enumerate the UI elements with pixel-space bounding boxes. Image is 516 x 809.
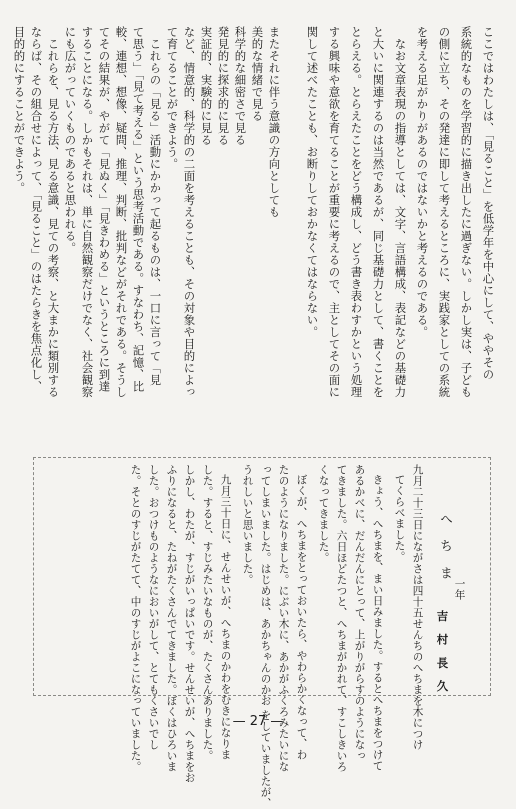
text-line: と大いに関連するのは当然であるが、同じ基礎力として、書くことを [371,26,386,398]
essay-line: た。そとのすじがたてて、中のすじがよこになっていました。 [129,464,142,772]
text-line: 科学的な細密さで見る [233,26,248,146]
essay-line: ってしまいました。はじめは、あかちゃんのかお をしていましたが、 [259,464,272,809]
text-line: ならば、その組合せによって、「見ること」のはたらきを焦点化し、 [29,26,44,393]
essay-line: たのようになりました。にぶい木に、あかがふくろみたいにな [277,464,290,772]
essay-title: へちま [437,512,452,593]
text-line: 系統的なものを学習的に描き出したに過ぎない。しかし実は、子ども [459,26,474,398]
page-number: — 27 — [232,714,284,729]
essay-line: うれしいと思いました。 [241,464,254,585]
essay-line: ふりになると、たねがたくさんでてきました。ぼくはひろいま [165,464,178,772]
text-line: て思う」「見て考える」という思考活動である。すなわち、記憶、比 [131,26,146,393]
text-line: これらの「見る」活動にかかって起るものは、一口に言って「見 [148,38,163,386]
text-line: これらを、見る方法、見る意識、見ての考察、と大まかに類別する [46,38,61,398]
essay-line: 九月三十日に、せんせいが、へちまのかわをむきになりま [219,474,232,760]
essay-line: した。すると、すじみたいなものが、たくさんありました。 [201,464,214,761]
essay-line: てくらべました。 [393,474,406,562]
text-line: とらえる。とらえたことをどう構成し、どう書き表わすかという処理 [349,26,364,398]
essay-grade: 一年 [453,578,466,600]
essay-author: 吉 村 長 久 [435,610,450,696]
text-line: 実証的、実験的に見る [199,26,214,146]
text-line: 美的な情緒で見る [250,26,265,122]
text-line: 発見的に探求的に見る [216,26,231,146]
essay-line: くなってきました。 [317,464,330,563]
essay-line: した。おつけものようなにおいがして、とてもくさいでし [147,464,160,750]
text-line: て育てることができよう。 [165,26,180,170]
text-line: てその結果が、やがて「見ぬく」「見きわめる」というところに到達 [97,26,112,393]
essay-line: きょう、へちまを、まい日みました。するとへちまをつけて [371,474,384,771]
essay-line: 九月二十三日にながさは四十五せんちのへちまを木につけ [411,464,424,750]
text-line: 関して述べたことも、お断りしておかなくてはならない。 [305,26,320,338]
text-line: を考える足がかりがあるのではないかと考えるのである。 [415,26,430,338]
essay-line: ぼくが、へちまをとっておいたら、やわらかくなって、わ [295,474,308,760]
text-line: にも広がっていくものであると思われる。 [63,26,78,254]
text-line: する興味や意欲を育てることが重要に考えるので、主としてその面に [327,26,342,398]
text-line: またそれに伴う意識の方向としても [267,26,282,218]
text-line: など、情意的、科学的の二面を考えることも、その対象や目的によっ [182,26,197,398]
text-line: 較、連想、想像、疑問、推理、判断、批判などがそれである。そうし [114,26,129,398]
text-line: 目的的にすることができよう。 [12,26,27,194]
essay-line: しかし、わたが、すじがいっぱいです。せんせいが、へちまをお [183,464,196,783]
text-line: の側に立ち、その発達に即して考えるところに、実践家としての系統 [437,26,452,398]
essay-line: あるかべに、だんだんにとって、上がりがらすのようになっ [353,464,366,761]
essay-line: てきました。六日ほどたつと、へちまがかれて、すこしきいろ [335,464,348,772]
text-line: なお文章表現の指導としては、文字、言語構成、表記などの基礎力 [393,38,408,398]
text-line: することになる。しかもそれは、単に自然観察だけでなく、社会観察 [80,26,95,398]
text-line: ここではわたしは、「見ること」を低学年を中心にして、ややその [481,26,496,381]
